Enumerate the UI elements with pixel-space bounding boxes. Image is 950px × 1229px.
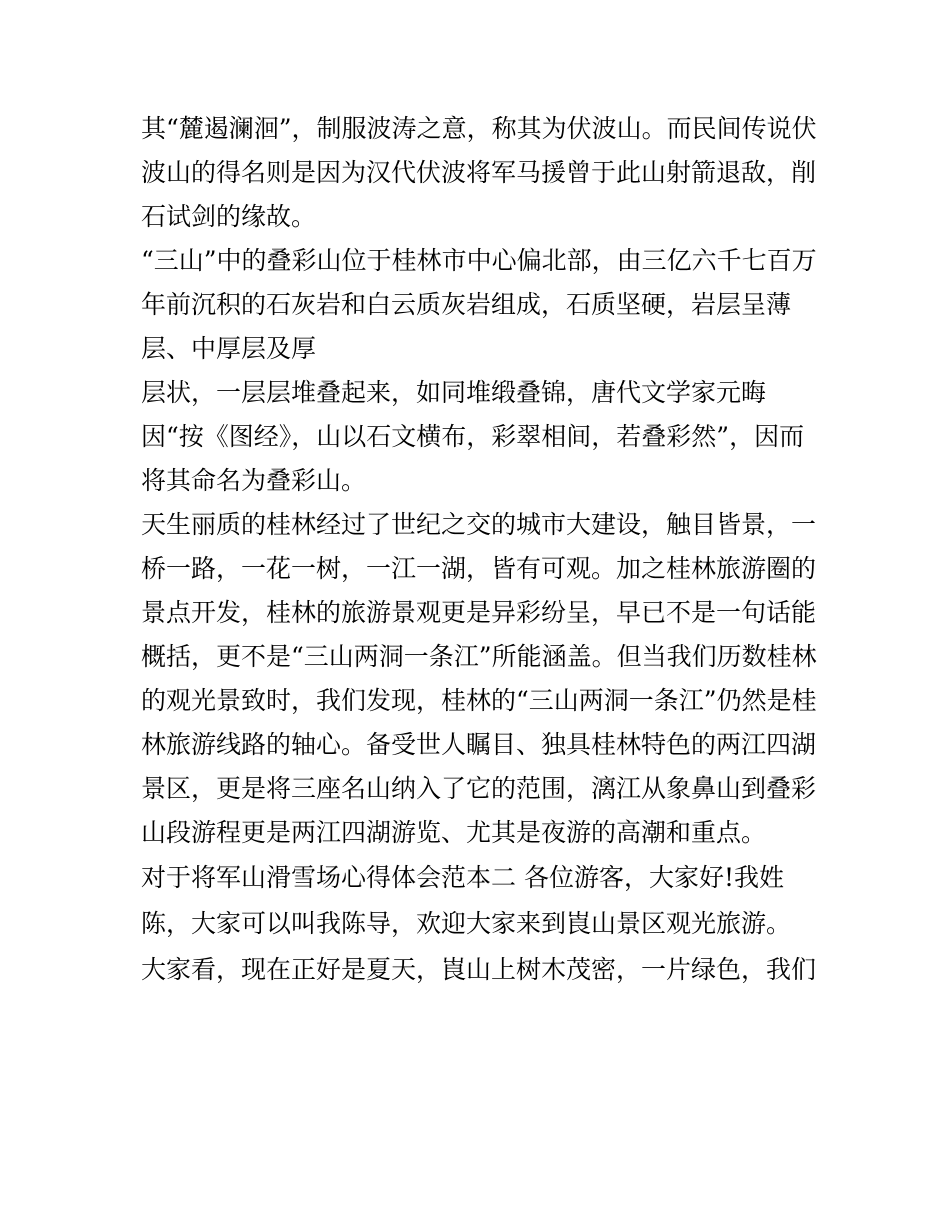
body-text [141,107,821,993]
text-line: 的观光景致时，我们发现，桂林的“三山两洞一条江”仍然是桂 [141,686,817,715]
text-line: 年前沉积的石灰岩和白云质灰岩组成，石质坚硬，岩层呈薄 [141,290,792,319]
text-line: 波山的得名则是因为汉代伏波将军马援曾于此山射箭退敌，削 [141,158,817,187]
text-line: 山段游程更是两江四湖游览、尤其是夜游的高潮和重点。 [141,818,767,847]
text-line: 概括，更不是“三山两洞一条江”所能涵盖。但当我们历数桂林 [141,642,817,671]
text-line: 对于将军山滑雪场心得体会范本二 各位游客，大家好!我姓 [141,863,784,892]
text-line: 大家看，现在正好是夏天，崀山上树木茂密，一片绿色，我们 [141,955,817,984]
text-line: 其“麓遏澜洄”，制服波涛之意，称其为伏波山。而民间传说伏 [141,114,817,143]
text-line: 桥一路，一花一树，一江一湖，皆有可观。加之桂林旅游圈的 [141,554,817,583]
text-line: 层、中厚层及厚 [141,334,317,363]
text-line: 陈，大家可以叫我陈导，欢迎大家来到崀山景区观光旅游。 [141,909,792,938]
text-line: 将其命名为叠彩山。 [141,466,367,495]
text-line: 石试剑的缘故。 [141,202,317,231]
text-line: 因“按《图经》，山以石文横布，彩翠相间，若叠彩然”，因而 [141,422,805,451]
text-line: 层状，一层层堆叠起来，如同堆缎叠锦，唐代文学家元晦 [141,378,767,407]
text-line: 林旅游线路的轴心。备受世人瞩目、独具桂林特色的两江四湖 [141,730,817,759]
text-line: 景区，更是将三座名山纳入了它的范围，漓江从象鼻山到叠彩 [141,774,817,803]
text-line: 天生丽质的桂林经过了世纪之交的城市大建设，触目皆景，一 [141,510,817,539]
text-line: “三山”中的叠彩山位于桂林市中心偏北部，由三亿六千七百万 [141,246,817,275]
text-line: 景点开发，桂林的旅游景观更是异彩纷呈，早已不是一句话能 [141,598,817,627]
